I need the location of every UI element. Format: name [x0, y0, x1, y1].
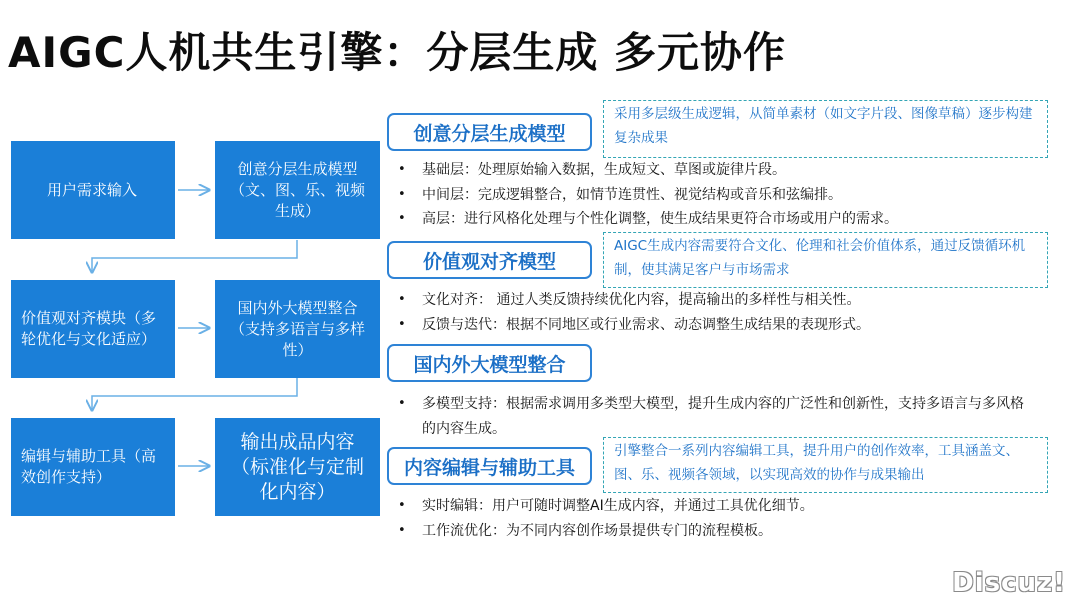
page-title: AIGC人机共生引擎：分层生成 多元协作	[8, 28, 787, 77]
bullet-text: 高层：进行风格化处理与个性化调整，使生成结果更符合市场或用户的需求。	[422, 211, 898, 227]
flow-box-output	[215, 418, 380, 516]
flow-box-editing-tools	[11, 418, 175, 516]
list-item	[396, 288, 1048, 313]
flow-box-label: 用户需求输入	[47, 180, 138, 199]
section-note-value-alignment: AIGC生成内容需要符合文化、伦理和社会价值体系，通过反馈循环机制，使其满足客户与市场需求	[603, 232, 1048, 288]
flow-box-creative-model	[215, 141, 380, 239]
bullet-dot: •	[398, 498, 406, 513]
section-title-value-alignment: 价值观对齐模型	[387, 241, 592, 279]
list-item	[396, 519, 1048, 544]
flow-box-label: 创意分层生成模型（文、图、乐、视频生成）	[229, 159, 365, 220]
bullet-dot: •	[398, 396, 406, 411]
list-item	[396, 494, 1048, 519]
bullet-list-creative-model	[396, 158, 1048, 232]
list-item	[396, 183, 1048, 208]
flow-box-label: 编辑与辅助工具（高效创作支持）	[21, 447, 157, 486]
list-item	[396, 392, 1036, 441]
section-title-model-integration: 国内外大模型整合	[387, 344, 592, 382]
section-note-creative-model: 采用多层级生成逻辑，从简单素材（如文字片段、图像草稿）逐步构建复杂成果	[603, 100, 1048, 158]
bullet-dot: •	[398, 292, 406, 307]
bullet-text: 工作流优化：为不同内容创作场景提供专门的流程模板。	[422, 522, 772, 539]
bullet-list-editing-tools	[396, 494, 1048, 543]
bullet-text: 反馈与迭代：根据不同地区或行业需求、动态调整生成结果的表现形式。	[422, 316, 870, 333]
section-title-editing-tools: 内容编辑与辅助工具	[387, 447, 592, 485]
bullet-list-model-integration	[396, 392, 1036, 441]
bullet-dot: •	[398, 211, 406, 226]
bullet-dot: •	[398, 186, 406, 202]
bullet-text: 中间层：完成逻辑整合，如情节连贯性、视觉结构或音乐和弦编排。	[422, 186, 842, 203]
bullet-list-value-alignment	[396, 288, 1048, 337]
arrow-row2-to-row3	[92, 378, 297, 410]
section-title-creative-model: 创意分层生成模型	[387, 113, 592, 151]
flow-box-model-integration	[215, 280, 380, 378]
flow-box-label: 输出成品内容（标准化与定制化内容）	[230, 430, 364, 503]
list-item	[396, 207, 1048, 232]
bullet-dot: •	[398, 522, 406, 538]
flow-box-user-input	[11, 141, 175, 239]
list-item	[396, 158, 1048, 183]
bullet-dot: •	[398, 316, 406, 332]
flow-box-label: 国内外大模型整合（支持多语言与多样性）	[229, 298, 365, 359]
list-item	[396, 313, 1048, 338]
bullet-text: 基础层：处理原始输入数据，生成短文、草图或旋律片段。	[422, 162, 786, 178]
arrow-row1-to-row2	[92, 240, 297, 272]
section-note-editing-tools: 引擎整合一系列内容编辑工具，提升用户的创作效率，工具涵盖文、图、乐、视频各领域，以实现高效的协作与成果输出	[603, 437, 1048, 493]
flow-box-label: 价值观对齐模块（多轮优化与文化适应）	[21, 309, 157, 348]
bullet-text: 多模型支持：根据需求调用多类型大模型，提升生成内容的广泛性和创新性，支持多语言与多风格的内容生成。	[422, 396, 1024, 437]
flow-box-value-alignment	[11, 280, 175, 378]
watermark-logo: Discuz!	[952, 568, 1066, 598]
bullet-dot: •	[398, 162, 406, 177]
bullet-text: 文化对齐： 通过人类反馈持续优化内容，提高输出的多样性与相关性。	[422, 292, 861, 308]
bullet-text: 实时编辑：用户可随时调整AI生成内容，并通过工具优化细节。	[422, 498, 814, 514]
